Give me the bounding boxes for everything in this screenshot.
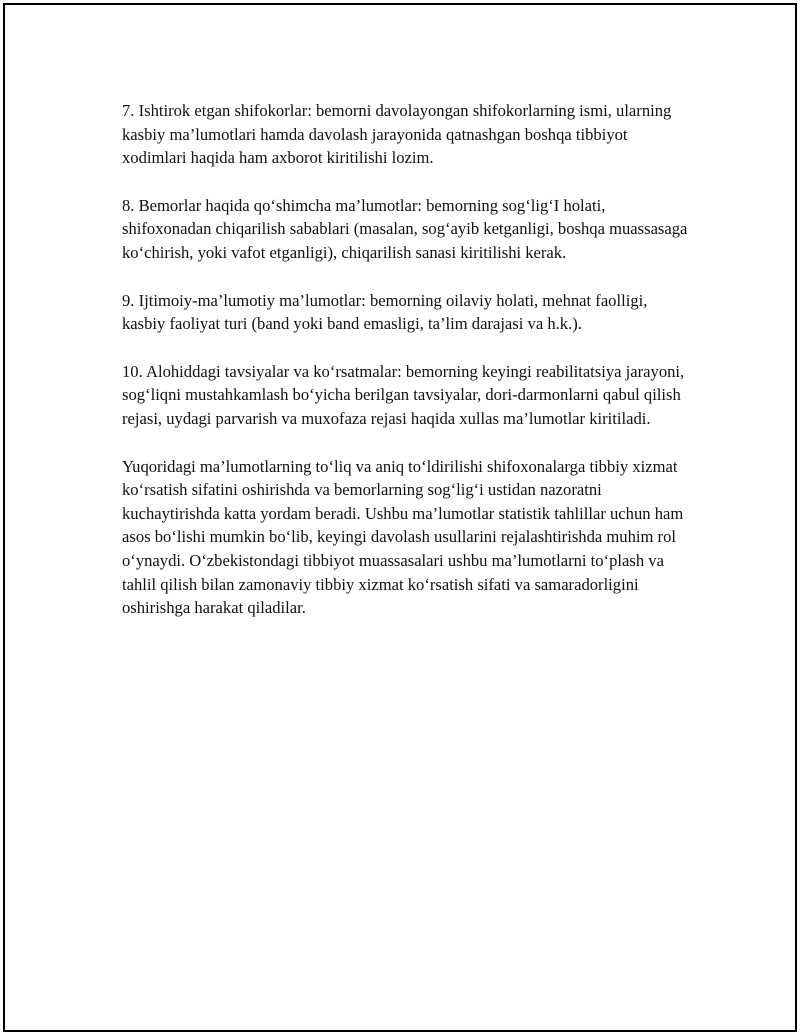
paragraph-item-8: 8. Bemorlar haqida qo‘shimcha ma’lumotlar: bemorning sog‘lig‘I holati, shifoxonadan chiqarilish sabablari (masalan, sog‘ayib ketganligi, boshqa muassasaga ko‘chirish, yoki vafot etganligi), chiqarilish sanasi kiritilishi kerak. [122, 195, 688, 262]
paragraph-item-7: 7. Ishtirok etgan shifokorlar: bemorni davolayongan shifokorlarning ismi, ularning kasbiy ma’lumotlari hamda davolash jarayonida qatnashgan boshqa tibbiyot xodimlari haqida ham axborot kiritilishi lozim. [122, 101, 672, 168]
paragraph-item-10: 10. Alohiddagi tavsiyalar va ko‘rsatmalar: bemorning keyingi reabilitatsiya jarayoni, sog‘liqni mustahkamlash bo‘yicha berilgan tavsiyalar, dori-darmonlarni qabul qilish rejasi, uydagi parvarish va muxofaza rejasi haqida xullas ma’lumotlar kiritiladi. [122, 361, 685, 428]
document-body [122, 99, 692, 644]
paragraph-item-9: 9. Ijtimoiy-ma’lumotiy ma’lumotlar: bemorning oilaviy holati, mehnat faolligi, kasbiy faoliyat turi (band yoki band emasligi, ta’lim darajasi va h.k.). [122, 290, 648, 334]
page-frame [3, 3, 797, 1032]
paragraph-conclusion: Yuqoridagi ma’lumotlarning to‘liq va aniq to‘ldirilishi shifoxonalarga tibbiy xizmat ko‘rsatish sifatini oshirishda va bemorlarning sog‘lig‘i ustidan nazoratni kuchaytirishda katta yordam beradi. Ushbu ma’lumotlar statistik tahlillar uchun ham asos bo‘lishi mumkin bo‘lib, keyingi davolash usullarini rejalashtirishda muhim rol o‘ynaydi. O‘zbekistondagi tibbiyot muassasalari ushbu ma’lumotlarni to‘plash va tahlil qilish bilan zamonaviy tibbiy xizmat ko‘rsatish sifati va samaradorligini oshirishga harakat qiladilar. [122, 456, 684, 618]
